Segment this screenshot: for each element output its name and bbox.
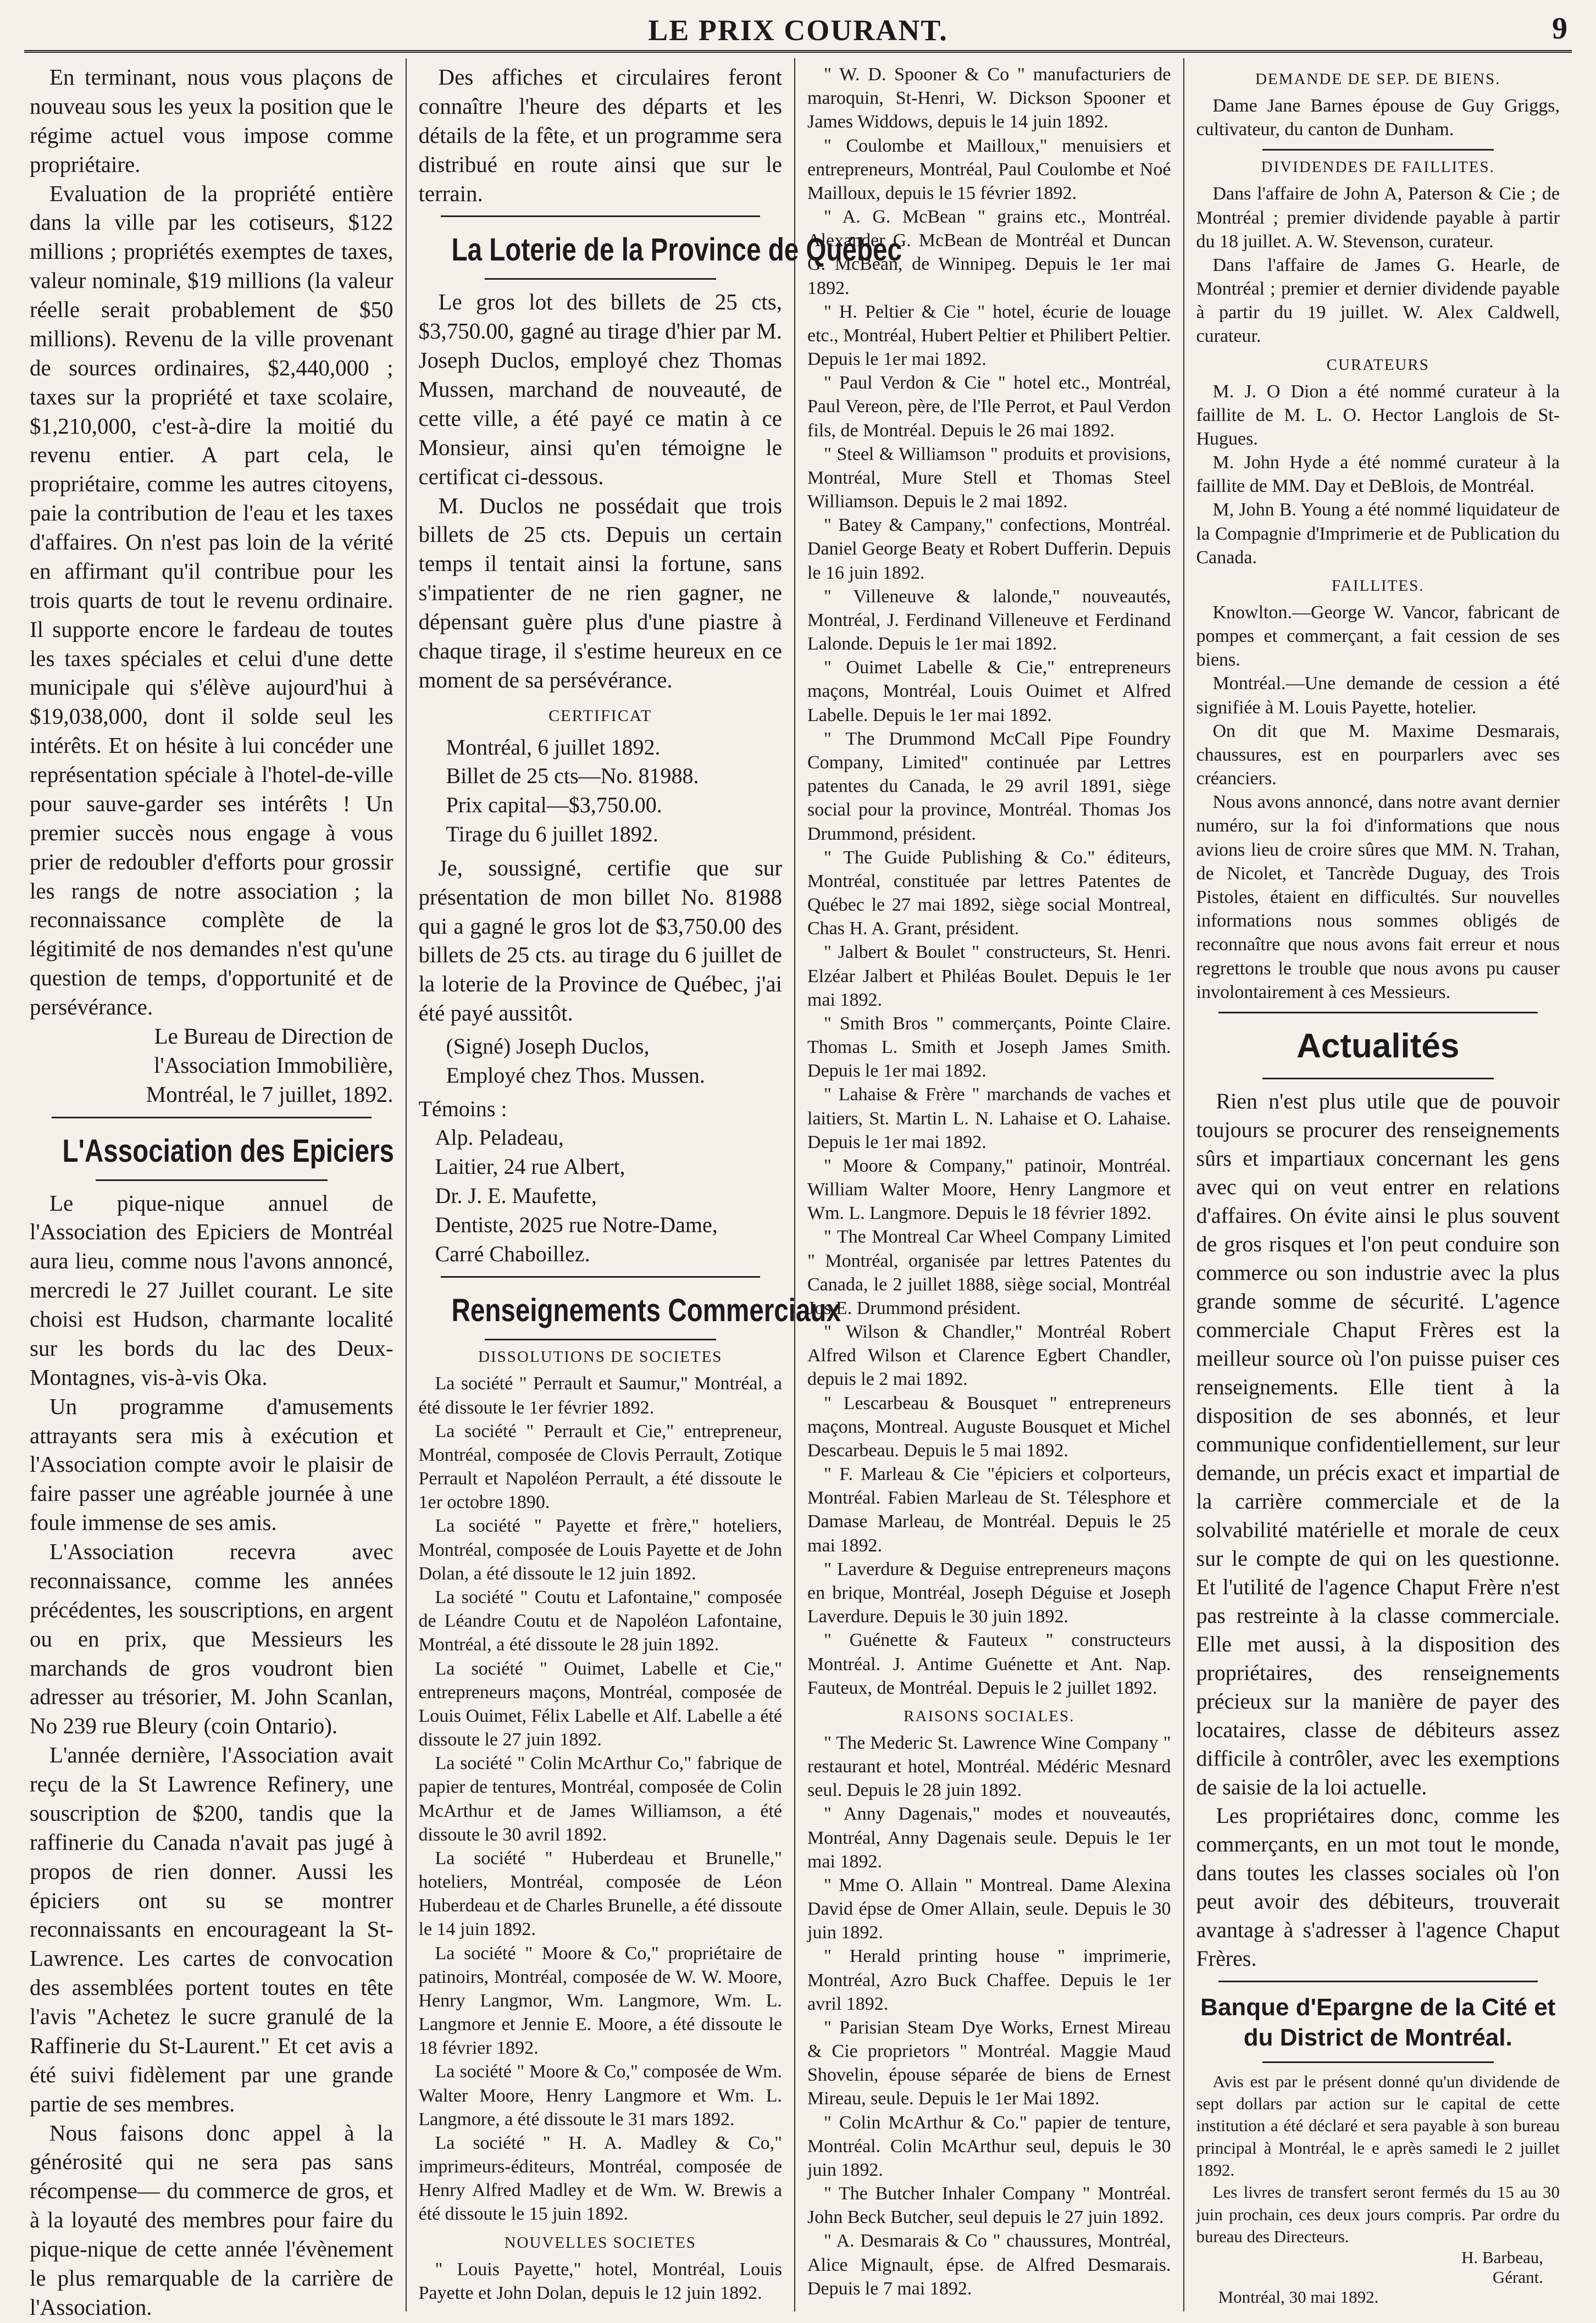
loterie-article: [419, 287, 783, 694]
curateur-item: M. J. O Dion a été nommé curateur à la faillite de M. L. O. Hector Langlois de St-Hugues.: [1196, 381, 1560, 449]
epiciers-article: [30, 1189, 394, 2322]
dissolution-item: La société " Coutu et Lafontaine," composée de Léandre Coutu et de Napoléon Lafontaine, Montréal, a été dissoute le 28 juin 1892.: [418, 1587, 782, 1655]
dissolution-item: La société " H. A. Madley & Co," imprimeurs-éditeurs, Montréal, composée de Henry Alfred Madley et de Wm. W. Brewis a été dissoute le 15 juin 1892.: [418, 2132, 782, 2225]
divider: [52, 1117, 372, 1118]
raison-sociale-item: " Colin McArthur & Co." papier de tenture, Montréal. Colin McArthur seul, depuis le 30 juin 1892.: [807, 2112, 1171, 2180]
banque-date: Montréal, 30 mai 1892.: [1218, 2287, 1379, 2307]
duclos-signature: (Signé) Joseph Duclos, Employé chez Thos. Mussen.: [446, 1034, 705, 1088]
banque-signature: H. Barbeau, Gérant.: [1461, 2248, 1543, 2287]
curateurs-list: [1196, 380, 1560, 569]
faillites-heading: FAILLITES.: [1332, 576, 1425, 595]
curateurs-heading: CURATEURS: [1326, 356, 1429, 374]
certificat-details: Montréal, 6 juillet 1892. Billet de 25 cts—No. 81988. Prix capital—$3,750.00. Tirage du 6 juillet 1892.: [446, 734, 699, 847]
letter-signature: Le Bureau de Direction de l'Association Immobilière, Montréal, le 7 juillet, 1892.: [146, 1023, 394, 1107]
divider: [485, 278, 717, 280]
faillite-item: Nous avons annoncé, dans notre avant dernier numéro, sur la foi d'informations que nous avions lieu de croire sûres que MM. N. Trahan, de Nicolet, et Tancrède Duguay, des Trois Pistoles, étaient en difficultés. Sur nouvelles informations nous sommes obligés de reconnaître que nous avons fait erreur et nous regrettons le trouble que nous avons pu causer involontairement à ces Messieurs.: [1196, 792, 1560, 1002]
demande-item: Dame Jane Barnes épouse de Guy Griggs, cultivateur, du canton de Dunham.: [1196, 96, 1560, 140]
divider: [1218, 1012, 1538, 1013]
dissolutions-heading: DISSOLUTIONS DE SOCIETES: [478, 1348, 723, 1366]
temoins-label: Témoins :: [418, 1096, 507, 1121]
societe-item: " Coulombe et Mailloux," menuisiers et entrepreneurs, Montréal, Paul Coulombe et Noé Mailloux, depuis le 15 février 1892.: [807, 135, 1171, 203]
nouvelles-list: [419, 2258, 783, 2305]
dissolution-item: La société " Ouimet, Labelle et Cie," entrepreneurs maçons, Montréal, composée de Louis Ouimet, Félix Labelle et Alf. Labelle a été dissoute le 27 juin 1892.: [418, 1658, 782, 1750]
raison-sociale-item: " Mme O. Allain " Montreal. Dame Alexina David épse de Omer Allain, seule. Depuis le 30 juin 1892.: [807, 1875, 1171, 1943]
faillite-item: Montréal.—Une demande de cession a été signifiée à M. Louis Payette, hotelier.: [1196, 673, 1560, 718]
faillites-list: [1196, 601, 1560, 1004]
masthead: [24, 0, 1572, 53]
banque-heading: Banque d'Epargne de la Cité et du District de Montréal.: [1200, 1993, 1556, 2051]
societe-item: " Steel & Williamson " produits et provisions, Montréal, Mure Stell et Thomas Steel Williamson. Depuis le 2 mai 1892.: [807, 443, 1171, 512]
column-3: [794, 58, 1183, 2311]
raison-sociale-item: " A. Desmarais & Co " chaussures, Montréal, Alice Mignault, épse. de Alfred Desmarais. Depuis le 7 mai 1892.: [807, 2231, 1171, 2299]
dissolution-item: La société " Moore & Co," composée de Wm. Walter Moore, Henry Langmore et Wm. L. Langmore, a été dissoute le 31 mars 1892.: [418, 2061, 782, 2130]
letter-paragraph: En terminant, nous vous plaçons de nouveau sous les yeux la position que le régime actuel vous impose comme propriétaire.: [30, 64, 394, 177]
dividende-item: Dans l'affaire de John A, Paterson & Cie ; de Montréal ; premier dividende payable à partir du 18 juillet. A. W. Stevenson, curateur.: [1196, 184, 1560, 252]
societe-item: " Ouimet Labelle & Cie," entrepreneurs maçons, Montréal, Louis Ouimet et Alfred Labelle. Depuis le 1er mai 1892.: [807, 657, 1171, 725]
nouvelles-heading: NOUVELLES SOCIETES: [504, 2233, 696, 2252]
societe-item: " Batey & Campany," confections, Montréal. Daniel George Beaty et Robert Dufferin. Depuis le 16 juin 1892.: [807, 515, 1171, 583]
loterie-paragraph: Le gros lot des billets de 25 cts, $3,750.00, gagné au tirage d'hier par M. Joseph Duclos, employé chez Thomas Mussen, marchand de nouveauté, de cette ville, a été payé ce matin à ce Monsieur, ainsi qu'en témoigne le certificat ci-dessous.: [418, 289, 782, 489]
dividende-item: Dans l'affaire de James G. Hearle, de Montréal ; premier et dernier dividende payable à partir du 19 juillet. W. Alex Caldwell, curateur.: [1196, 254, 1560, 347]
loterie-paragraph: M. Duclos ne possédait que trois billets de 25 cts. Depuis un certain temps il tentait ainsi la fortune, sans s'impatienter de ne rien gagner, ne dépensant guère plus d'une piastre à chaque tirage, il s'estime heureux en ce moment de sa persévérance.: [418, 492, 782, 692]
nouvelle-societe-item: " Louis Payette," hotel, Montréal, Louis Payette et John Dolan, depuis le 12 juin 1892.: [418, 2259, 782, 2303]
divider: [1262, 149, 1494, 151]
actualites-paragraph: Les propriétaires donc, comme les commerçants, en un mot tout le monde, dans toutes les classes sociales où l'on peut avoir des débiteurs, trouverait avantage à s'adresser à l'agence Chaput Frères.: [1196, 1803, 1560, 1971]
raison-sociale-item: " The Mederic St. Lawrence Wine Company " restaurant et hotel, Montréal. Médéric Mesnard seul. Depuis le 28 juin 1892.: [807, 1732, 1171, 1801]
societe-item: " The Drummond McCall Pipe Foundry Company, Limited" continuée par Lettres patentes du Canada, le 29 avril 1891, siège social pour la province, Montréal. Thomas Jos Drummond, président.: [807, 728, 1171, 844]
societe-item: " Villeneuve & lalonde," nouveautés, Montréal, J. Ferdinand Villeneuve et Ferdinand Lalonde. Depuis le 1er mai 1892.: [807, 586, 1171, 655]
loterie-heading: La Loterie de la Province de Québec: [451, 232, 902, 268]
societe-item: " Moore & Company," patinoir, Montréal. William Walter Moore, Henry Langmore et Wm. L. Langmore. Depuis le 18 février 1892.: [807, 1155, 1171, 1224]
banque-notice: [1196, 2071, 1560, 2248]
faillite-item: Knowlton.—George W. Vancor, fabricant de pompes et commerçant, a fait cession de ses biens.: [1196, 602, 1560, 670]
raison-sociale-item: " Anny Dagenais," modes et nouveautés, Montréal, Anny Dagenais seule. Depuis le 1er mai 1892.: [807, 1804, 1171, 1872]
letter-paragraph: Evaluation de la propriété entière dans la ville par les cotiseurs, $122 millions ; propriétés exemptes de taxes, valeur nominale, $19 millions (la valeur réelle serait probablement de $50 millions). Revenu de la ville provenant de sources ordinaires, $2,440,000 ; taxes sur la propriété et taxe scolaire, $1,210,000, c'est-à-dire la moitié du revenu entier. A part cela, le propriétaire, comme les autres citoyens, paie la contribution de l'eau et les taxes d'affaires. On n'est pas loin de la vérité en affirmant qu'il contribue pour les trois quarts de tout le revenu ordinaire. Il supporte encore le fardeau de toutes les taxes spéciales et celui d'une dette municipale qui s'élève aujourd'hui à $19,038,000, dont il solde seul les intérêts. Et on hésite à lui concéder une représentation spéciale à l'hotel-de-ville pour sauve-garder ses intérêts ! Un premier succès nous engage à vous prier de redoubler d'efforts pour grossir les rangs de notre association ; la reconnaissance complète de la légitimité de nos demandes n'est qu'une question de temps, d'opportunité et de persévérance.: [30, 180, 394, 1019]
societe-item: " Paul Verdon & Cie " hotel etc., Montréal, Paul Vereon, père, de l'Ile Perrot, et Paul Verdon fils, de Montréal. Depuis le 26 mai 1892.: [807, 373, 1171, 441]
societe-item: " Laverdure & Deguise entrepreneurs maçons en brique, Montréal, Joseph Déguise et Joseph Laverdure. Depuis le 30 juin 1892.: [807, 1559, 1171, 1627]
certificat-heading: CERTIFICAT: [548, 706, 652, 725]
attestation-paragraph: Je, soussigné, certifie que sur présentation de mon billet No. 81988 qui a gagné le gros lot de $3,750.00 des billets de 25 cts. au tirage du 6 juillet de la loterie de la Province de Québec, j'ai été payé aussitôt.: [418, 855, 782, 1026]
raison-sociale-item: " The Butcher Inhaler Company " Montréal. John Beck Butcher, seul depuis le 27 juin 1892.: [807, 2183, 1171, 2228]
temoin-maufette: Dr. J. E. Maufette, Dentiste, 2025 rue Notre-Dame, Carré Chaboillez.: [435, 1183, 718, 1266]
nouvelles-societes-list: [807, 63, 1171, 1700]
divider: [485, 1339, 717, 1340]
societe-item: " Wilson & Chandler," Montréal Robert Alfred Wilson et Clarence Egbert Chandler, depuis le 2 mai 1892.: [807, 1322, 1171, 1390]
raisons-sociales-list: [807, 1731, 1171, 2300]
curateur-item: M. John Hyde a été nommé curateur à la faillite de MM. Day et DeBlois, de Montréal.: [1196, 452, 1560, 497]
epiciers-paragraph: L'Association recevra avec reconnaissance, comme les années précédentes, les souscriptions, en argent ou en prix, que Messieurs les marchands de gros voudront bien adresser au trésorier, M. John Scanlan, No 239 rue Bleury (coin Ontario).: [30, 1539, 394, 1739]
temoin-peladeau: Alp. Peladeau, Laitier, 24 rue Albert,: [435, 1125, 625, 1179]
demande-heading: DEMANDE DE SEP. DE BIENS.: [1255, 70, 1501, 88]
divider: [1262, 1078, 1494, 1079]
faillite-item: On dit que M. Maxime Desmarais, chaussures, est en pourparlers avec ses créanciers.: [1196, 720, 1560, 789]
societe-item: " Lescarbeau & Bousquet " entrepreneurs maçons, Montreal. Auguste Bousquet et Michel Descarbeau. Depuis le 5 mai 1892.: [807, 1393, 1171, 1461]
societe-item: " W. D. Spooner & Co " manufacturiers de maroquin, St-Henri, W. Dickson Spooner et James Widdows, depuis le 14 juin 1892.: [807, 64, 1171, 132]
societe-item: " The Montreal Car Wheel Company Limited " Montréal, organisée par lettres Patentes du Canada, le 2 juillet 1888, siège social, Montréal Jos E. Drummond président.: [807, 1227, 1171, 1318]
epiciers-paragraph: L'année dernière, l'Association avait reçu de la St Lawrence Refinery, une souscription de $200, tandis que la raffinerie du Canada n'avait pas jugé à propos de rien donner. Aussi les épiciers ont su se montrer reconnaissants en encourageant la St-Lawrence. Les cartes de convocation des assemblées portent toutes en tête l'avis "Achetez le sucre granulé de la Raffinerie du St-Laurent." Et cet avis a été suivi fidèlement par une grande partie de ses membres.: [30, 1742, 394, 2116]
actualites-article: [1196, 1087, 1560, 1973]
column-2: [406, 58, 902, 2311]
actualites-heading: Actualités: [1296, 1027, 1460, 1065]
dissolution-item: La société " Perrault et Saumur," Montréal, a été dissoute le 1er février 1892.: [418, 1373, 782, 1418]
epiciers-paragraph: Le pique-nique annuel de l'Association des Epiciers de Montréal aura lieu, comme nous l'avons annoncé, mercredi le 27 Juillet courant. Le site choisi est Hudson, charmante localité sur les bords du lac des Deux-Montagnes, vis-à-vis Oka.: [30, 1190, 394, 1390]
societe-item: " Jalbert & Boulet " constructeurs, St. Henri. Elzéar Jalbert et Philéas Boulet. Depuis le 1er mai 1892.: [807, 942, 1171, 1010]
actualites-paragraph: Rien n'est plus utile que de pouvoir toujours se procurer des renseignements sûrs et impartiaux concernant les gens avec qui on veut entrer en relations d'affaires. On évite ainsi le plus souvent de gros risques et l'on peut conduire son commerce ou son industrie avec la plus grande somme de sécurité. L'agence commerciale Chaput Frères est la meilleur source où l'on puisse puiser ces renseignements. Elle tient à la disposition de ses abonnés, et leur communique confidentiellement, sur leur demande, un précis exact et impartial de la carrière commerciale et de la solvabilité matérielle et morale de ceux sur le compte de qui on les questionne. Et l'utilité de l'agence Chaput Frère n'est pas restreinte à la classe commerciale. Elle met aussi, à la disposition des propriétaires, des renseignements précieux sur la manière de payer des locataires, classe de débiteurs assez difficile à contrôler, avec les exemptions de saisie de la loi actuelle.: [1196, 1088, 1560, 1799]
association-letter: [30, 63, 394, 1022]
divider: [441, 1276, 761, 1278]
epiciers-paragraph: Nous faisons donc appel à la générosité qui ne sera pas sans récompense— du commerce de gros, et à la loyauté des membres pour faire du pique-nique de cette année l'évènement le plus remarquable de la carrière de l'Association.: [30, 2120, 394, 2320]
dissolution-item: La société " Payette et frère," hoteliers, Montréal, composée de Louis Payette et de John Dolan, a été dissoute le 12 juin 1892.: [418, 1516, 782, 1584]
fete-paragraph: Des affiches et circulaires feront connaître l'heure des départs et les détails de la fête, et un programme sera distribué en route ainsi que sur le terrain.: [418, 64, 782, 206]
societe-item: " Guénette & Fauteux " constructeurs Montréal. J. Antime Guénette et Ant. Nap. Fauteux, de Montréal. Depuis le 2 juillet 1892.: [807, 1630, 1171, 1698]
newspaper-title: LE PRIX COURANT.: [648, 14, 948, 47]
societe-item: " F. Marleau & Cie "épiciers et colporteurs, Montréal. Fabien Marleau de St. Télesphore et Damase Marleau, de Montréal. Depuis le 25 mai 1892.: [807, 1464, 1171, 1556]
columns: [24, 58, 1572, 2320]
divider: [96, 1179, 328, 1181]
column-1: [24, 58, 406, 2320]
epiciers-heading: L'Association des Epiciers: [62, 1133, 394, 1169]
dividendes-heading: DIVIDENDES DE FAILLITES.: [1261, 158, 1495, 176]
societe-item: " Smith Bros " commerçants, Pointe Claire. Thomas L. Smith et Joseph James Smith. Depuis le 1er mai 1892.: [807, 1013, 1171, 1082]
renseignements-heading: Renseignements Commerciaux: [451, 1293, 841, 1329]
societe-item: " The Guide Publishing & Co." éditeurs, Montréal, constituée par lettres Patentes de Québec le 27 mai 1892, siège social Montreal, Chas H. A. Grant, président.: [807, 847, 1171, 939]
curateur-item: M, John B. Young a été nommé liquidateur de la Compagnie d'Imprimerie et de Publication du Canada.: [1196, 500, 1560, 568]
divider: [1218, 1981, 1538, 1982]
dissolution-item: La société " Huberdeau et Brunelle," hoteliers, Montréal, composée de Léon Huberdeau et de Charles Brunelle, a été dissoute le 14 juin 1892.: [418, 1848, 782, 1940]
banque-paragraph: Les livres de transfert seront fermés du 15 au 30 juin prochain, ces deux jours compris. Par ordre du bureau des Directeurs.: [1196, 2182, 1560, 2246]
dissolution-item: La société " Perrault et Cie," entrepreneur, Montréal, composée de Clovis Perrault, Zotique Perrault et Napoléon Perrault, a été dissoute le 1er octobre 1890.: [418, 1421, 782, 1513]
temoins-block: [419, 1095, 783, 1269]
raison-sociale-item: " Herald printing house " imprimerie, Montréal, Azro Buck Chaffee. Depuis le 1er avril 1892.: [807, 1946, 1171, 2014]
raison-sociale-item: " Parisian Steam Dye Works, Ernest Mireau & Cie proprietors " Montréal. Maggie Maud Shovelin, épouse séparée de biens de Ernest Mireau, seule. Depuis le 1er Mai 1892.: [807, 2017, 1171, 2109]
dissolution-item: La société " Colin McArthur Co," fabrique de papier de tentures, Montréal, composée de Colin McArthur et de James Williamson, a été dissoute le 30 avril 1892.: [418, 1753, 782, 1845]
dissolution-item: La société " Moore & Co," propriétaire de patinoirs, Montréal, composée de W. W. Moore, Henry Langmor, Wm. Langmore, Wm. L. Langmore et Jennie E. Moore, a été dissoute le 18 février 1892.: [418, 1943, 782, 2059]
divider: [441, 215, 761, 217]
societe-item: " A. G. McBean " grains etc., Montréal. Alexander G. McBean de Montréal et Duncan G. McBean, de Winnipeg. Depuis le 1er mai 1892.: [807, 207, 1171, 298]
societe-item: " Lahaise & Frère " marchands de vaches et laitiers, St. Martin L. N. Lahaise et O. Lahaise. Depuis le 1er mai 1892.: [807, 1084, 1171, 1152]
divider: [1262, 2061, 1494, 2063]
epiciers-paragraph: Un programme d'amusements attrayants sera mis à exécution et l'Association compte avoir le plaisir de faire passer une agréable journée à une foule immense de ses amis.: [30, 1393, 394, 1535]
column-4: [1183, 58, 1572, 2311]
dissolutions-list: [419, 1372, 783, 2226]
dividendes-list: [1196, 182, 1560, 348]
societe-item: " H. Peltier & Cie " hotel, écurie de louage etc., Montréal, Hubert Peltier et Philibert Peltier. Depuis le 1er mai 1892.: [807, 301, 1171, 370]
page-number: 9: [1552, 12, 1567, 46]
banque-paragraph: Avis est par le présent donné qu'un dividende de sept dollars par action sur le capital de cette institution a été déclaré et sera payable à son bureau principal à Montréal, le e après samedi le 2 juillet 1892.: [1196, 2071, 1560, 2180]
raisons-heading: RAISONS SOCIALES.: [904, 1707, 1075, 1725]
